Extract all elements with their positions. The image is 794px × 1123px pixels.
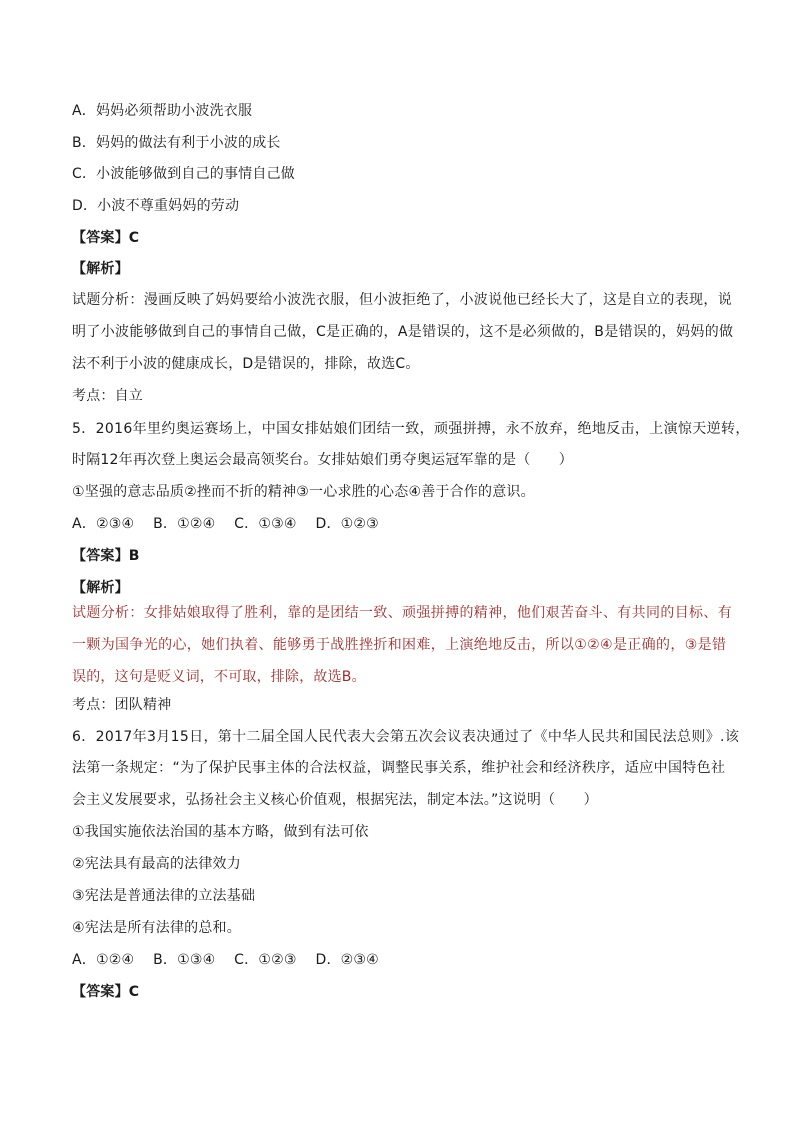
- q6-item-4: ④宪法是所有法律的总和。: [72, 920, 241, 936]
- q6-item-1: ①我国实施依法治国的基本方略，做到有法可依: [72, 824, 369, 840]
- q4-analysis-heading: 【解析】: [72, 261, 129, 277]
- q5-items: ①坚强的意志品质②挫而不折的精神③一心求胜的心态④善于合作的意识。: [72, 484, 535, 500]
- q4-option-c: C．小波能够做到自己的事情自己做: [72, 166, 295, 182]
- q6-stem-line-2: 法第一条规定：“为了保护民事主体的合法权益，调整民事关系，维护社会和经济秩序，适应中国特色社: [72, 760, 726, 776]
- q4-option-a: A．妈妈必须帮助小波洗衣服: [72, 103, 253, 119]
- q4-kaodian: 考点：自立: [72, 388, 143, 404]
- q6-stem-line-3: 会主义发展要求，弘扬社会主义核心价值观，根据宪法，制定本法。”这说明（ ）: [72, 792, 598, 808]
- q5-analysis-line-3: 误的，这句是贬义词，不可取，排除，故选B。: [72, 669, 366, 685]
- q5-analysis-line-1: 试题分析：女排姑娘取得了胜利，靠的是团结一致、顽强拼搏的精神，他们艰苦奋斗、有共同的目标、有: [72, 605, 733, 621]
- q6-item-3: ③宪法是普通法律的立法基础: [72, 888, 256, 904]
- q4-option-b: B．妈妈的做法有利于小波的成长: [72, 135, 281, 151]
- q5-analysis-line-2: 一颗为国争光的心，她们执着、能够勇于战胜挫折和困难，上演绝地反击，所以①②④是正确的，③是错: [72, 637, 727, 653]
- q4-analysis-line-3: 法不利于小波的健康成长，D是错误的，排除，故选C。: [72, 356, 420, 372]
- q5-analysis-heading: 【解析】: [72, 580, 129, 596]
- q4-analysis-line-1: 试题分析：漫画反映了妈妈要给小波洗衣服，但小波拒绝了，小波说他已经长大了，这是自立的表现，说: [72, 292, 733, 308]
- q6-item-2: ②宪法具有最高的法律效力: [72, 856, 241, 872]
- q5-stem-line-1: 5．2016年里约奥运赛场上，中国女排姑娘们团结一致，顽强拼搏，永不放弃，绝地反击，上演惊天逆转，: [72, 421, 750, 437]
- q4-option-d: D．小波不尊重妈妈的劳动: [72, 198, 240, 214]
- q6-stem-line-1: 6．2017年3月15日，第十二届全国人民代表大会第五次会议表决通过了《中华人民共和国民法总则》.该: [72, 729, 740, 745]
- q5-kaodian: 考点：团队精神: [72, 697, 172, 713]
- q6-answer: 【答案】C: [72, 984, 140, 1000]
- q5-answer: 【答案】B: [72, 548, 140, 564]
- q5-choices: A．②③④ B．①②④ C．①③④ D．①②③: [72, 516, 379, 532]
- q6-choices: A．①②④ B．①③④ C．①②③ D．②③④: [72, 952, 379, 968]
- q5-stem-line-2: 时隔12年再次登上奥运会最高领奖台。女排姑娘们勇夺奥运冠军靠的是（ ）: [72, 452, 574, 468]
- q4-answer: 【答案】C: [72, 230, 140, 246]
- q4-analysis-line-2: 明了小波能够做到自己的事情自己做，C是正确的，A是错误的，这不是必须做的，B是错误的，妈妈的做: [72, 324, 734, 340]
